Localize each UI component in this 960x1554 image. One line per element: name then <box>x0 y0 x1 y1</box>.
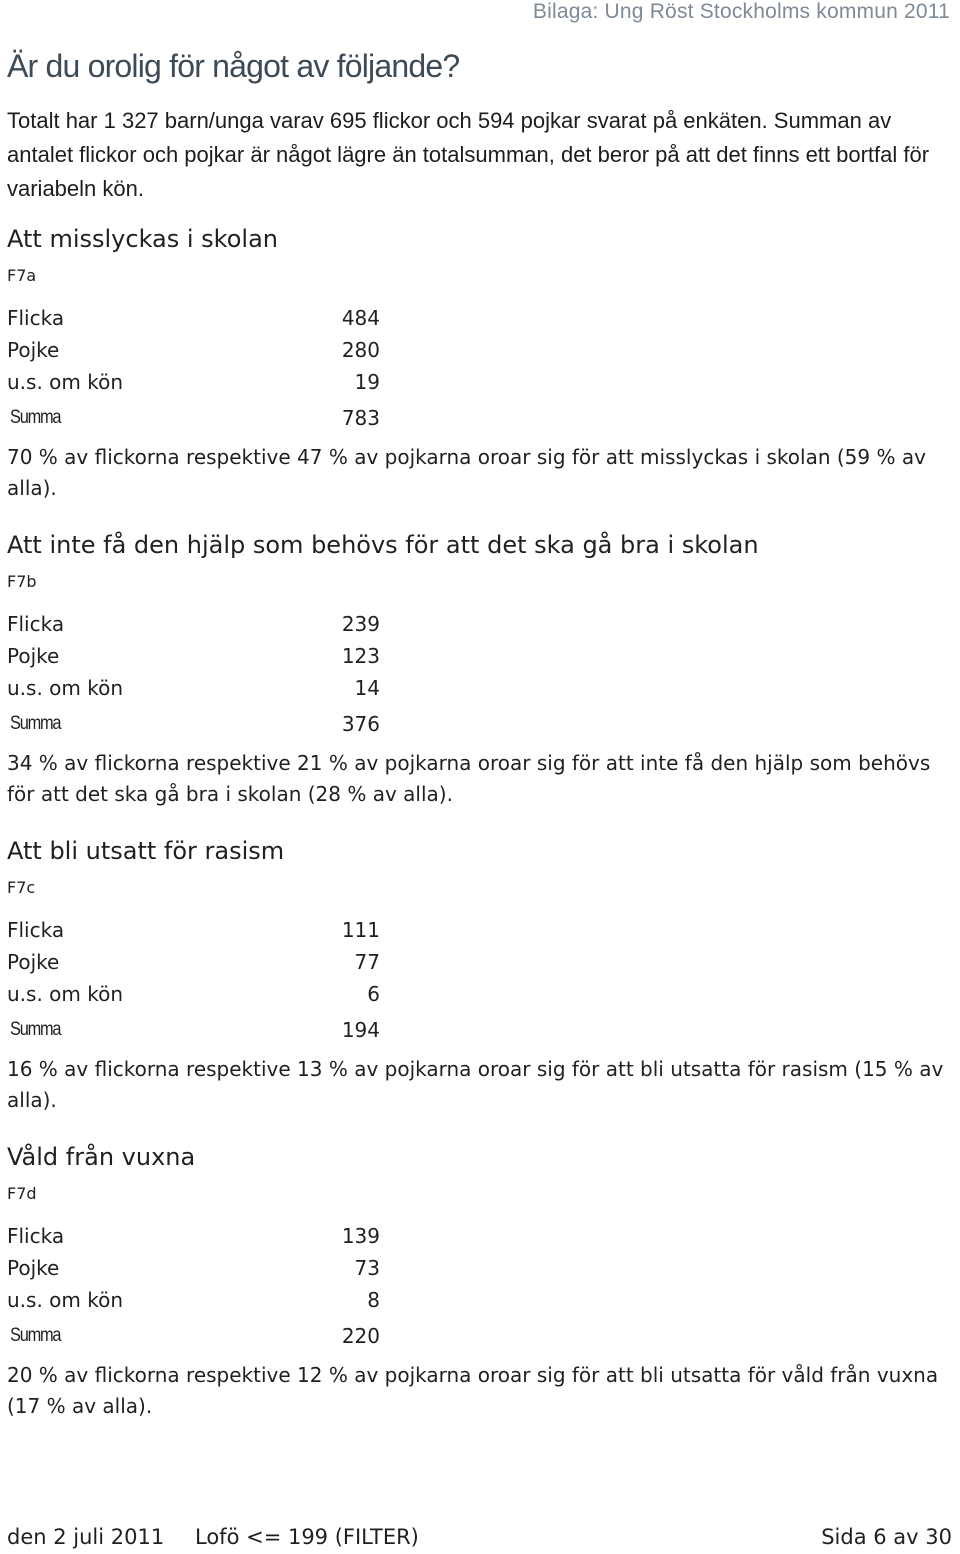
table-row <box>7 1284 952 1316</box>
row-value: 239 <box>341 612 380 636</box>
section-summary: 34 % av flickorna respektive 21 % av pojkarna oroar sig för att inte få den hjälp som behövs för att det ska gå bra i skolan (28 % av alla). <box>7 751 931 806</box>
row-label: u.s. om kön <box>7 676 124 700</box>
row-label: Pojke <box>7 338 60 362</box>
footer-date: den 2 juli 2011 <box>7 1525 165 1549</box>
intro-paragraph: Totalt har 1 327 barn/unga varav 695 flickor och 594 pojkar svarat på enkäten. Summan av antalet flickor och pojkar är något lägre än totalsumman, det beror på att det finns ett bortfal för variabeln kön. <box>7 108 930 201</box>
table-row <box>7 1252 952 1284</box>
row-value: 194 <box>341 1018 380 1042</box>
row-label: u.s. om kön <box>7 1288 124 1312</box>
count-table <box>7 914 952 1048</box>
table-row <box>7 302 952 334</box>
table-row <box>7 672 952 704</box>
row-value: 280 <box>341 338 380 362</box>
row-value: 376 <box>341 712 380 736</box>
table-row <box>7 978 952 1010</box>
page-number: Sida 6 av 30 <box>821 1525 952 1549</box>
question-code: F7d <box>7 1184 37 1203</box>
document-header-label: Bilaga: Ung Röst Stockholms kommun 2011 <box>532 0 950 23</box>
row-value: 14 <box>354 676 380 700</box>
section-title: Att inte få den hjälp som behövs för att det ska gå bra i skolan <box>7 531 759 559</box>
table-row-total <box>7 708 952 742</box>
table-row-total <box>7 402 952 436</box>
section-vald-fran-vuxna <box>7 1142 952 1422</box>
page-title: Är du orolig för något av följande? <box>7 48 460 84</box>
question-code: F7b <box>7 572 37 591</box>
count-table <box>7 302 952 436</box>
count-table <box>7 1220 952 1354</box>
table-row-total <box>7 1014 952 1048</box>
row-value: 19 <box>354 370 380 394</box>
section-rasism <box>7 836 952 1116</box>
section-title: Våld från vuxna <box>7 1143 196 1171</box>
row-label: Flicka <box>7 306 65 330</box>
row-label: u.s. om kön <box>7 982 124 1006</box>
row-label: Flicka <box>7 1224 65 1248</box>
row-value: 123 <box>341 644 380 668</box>
table-row <box>7 608 952 640</box>
row-label: Flicka <box>7 918 65 942</box>
footer-filter: Lofö <= 199 (FILTER) <box>195 1525 419 1549</box>
row-label: Summa <box>10 713 61 734</box>
row-value: 111 <box>341 918 380 942</box>
section-misslyckas-i-skolan <box>7 224 952 504</box>
table-row <box>7 366 952 398</box>
page-footer <box>7 1520 952 1554</box>
table-row <box>7 334 952 366</box>
row-label: Flicka <box>7 612 65 636</box>
row-value: 484 <box>341 306 380 330</box>
count-table <box>7 608 952 742</box>
row-value: 783 <box>341 406 380 430</box>
row-value: 6 <box>367 982 380 1006</box>
row-value: 139 <box>341 1224 380 1248</box>
question-code: F7c <box>7 878 36 897</box>
row-label: Summa <box>10 1325 61 1346</box>
row-value: 220 <box>341 1324 380 1348</box>
question-code: F7a <box>7 266 37 285</box>
section-summary: 16 % av flickorna respektive 13 % av pojkarna oroar sig för att bli utsatta för rasism (15 % av alla). <box>7 1057 944 1112</box>
table-row <box>7 946 952 978</box>
section-summary: 70 % av flickorna respektive 47 % av pojkarna oroar sig för att misslyckas i skolan (59 % av alla). <box>7 445 926 500</box>
row-value: 8 <box>367 1288 380 1312</box>
section-inte-fa-hjalp <box>7 530 952 810</box>
row-value: 77 <box>354 950 380 974</box>
table-row <box>7 1220 952 1252</box>
table-row <box>7 914 952 946</box>
row-value: 73 <box>354 1256 380 1280</box>
section-summary: 20 % av flickorna respektive 12 % av pojkarna oroar sig för att bli utsatta för våld från vuxna (17 % av alla). <box>7 1363 939 1418</box>
row-label: Pojke <box>7 1256 60 1280</box>
row-label: Summa <box>10 1019 61 1040</box>
row-label: Pojke <box>7 950 60 974</box>
section-title: Att misslyckas i skolan <box>7 225 278 253</box>
table-row <box>7 640 952 672</box>
table-row-total <box>7 1320 952 1354</box>
row-label: u.s. om kön <box>7 370 124 394</box>
section-title: Att bli utsatt för rasism <box>7 837 285 865</box>
row-label: Pojke <box>7 644 60 668</box>
row-label: Summa <box>10 407 61 428</box>
